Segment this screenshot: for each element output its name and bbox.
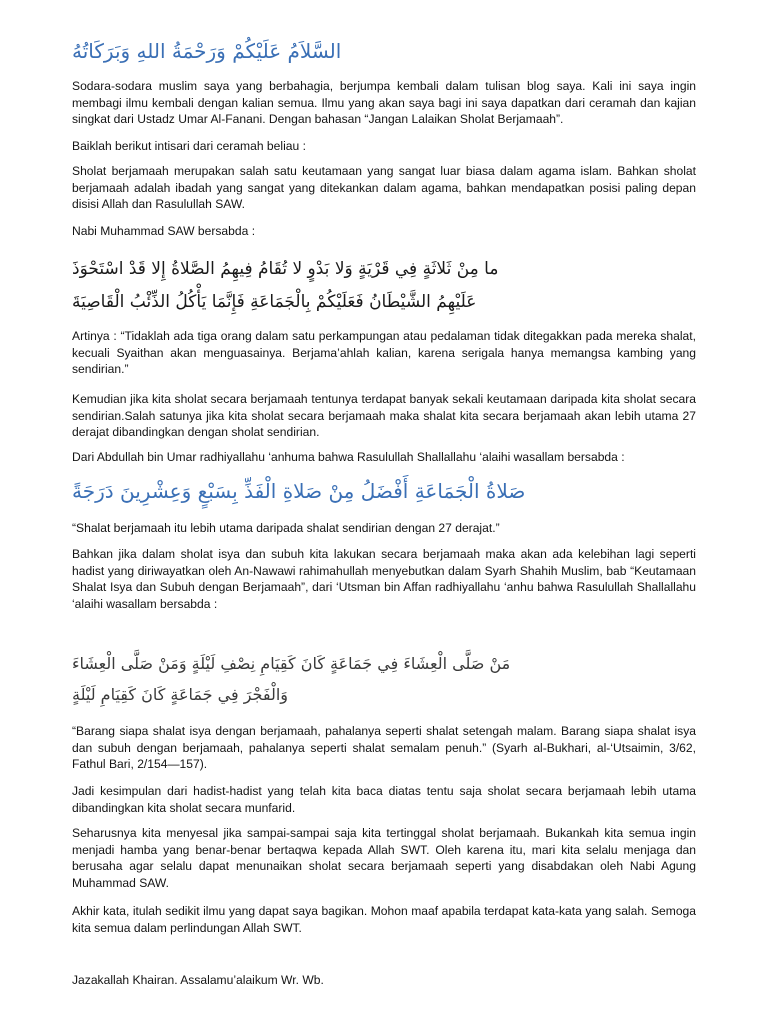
prophet-said-line: Nabi Muhammad SAW bersabda :: [72, 224, 256, 238]
hadith2-arabic: صَلاةُ الْجَمَاعَةِ أَفْضَلُ مِنْ صَلاةِ الْفَذِّ بِسَبْعٍ وَعِشْرِينَ دَرَجَةً: [72, 479, 526, 503]
isya-subuh-paragraph: Bahkan jika dalam sholat isya dan subuh kita lakukan secara berjamaah maka akan ada kelebihan lagi seperti hadist yang diriwayatkan oleh An-Nawawi rahimahullah menyebutkan dalam Syarh Shahih Muslim, bab “Keutamaan Shalat Isya dan Subuh dengan Berjamaah”, dari ‘Utsman bin Affan radhiyallahu ‘anhu bahwa Rasulullah Shallallahu ‘alaihi wasallam bersabda :: [72, 547, 696, 611]
regret-paragraph: Seharusnya kita menyesal jika sampai-sampai saja kita tertinggal sholat berjamaah. Bukankah kita semua ingin menjadi hamba yang benar-benar bertaqwa kepada Allah SWT. Oleh karena itu, mari kita selalu menjaga dan berusaha agar selalu dapat menunaikan sholat secara berjamaah seperti yang disabdakan oleh Nabi Agung Muhammad SAW.: [72, 826, 696, 890]
summary-intro-line: Baiklah berikut intisari dari ceramah beliau :: [72, 139, 306, 153]
signoff-line: Jazakallah Khairan. Assalamu’alaikum Wr. Wb.: [72, 973, 324, 987]
hadith2-meaning: “Shalat berjamaah itu lebih utama daripada shalat sendirian dengan 27 derajat.”: [72, 521, 500, 535]
umar-narration-line: Dari Abdullah bin Umar radhiyallahu ‘anhuma bahwa Rasulullah Shallallahu ‘alaihi wasallam bersabda :: [72, 450, 625, 464]
hadith3-arabic-line1: مَنْ صَلَّى الْعِشَاءَ فِي جَمَاعَةٍ كَانَ كَقِيَامِ نِصْفِ لَيْلَةٍ وَمَنْ صَلَّى الْعِشَاءَ: [72, 654, 511, 673]
hadith1-arabic-line2: عَلَيْهِمُ الشَّيْطَانُ فَعَلَيْكُمْ بِالْجَمَاعَةِ فَإِنَّمَا يَأْكُلُ الذِّئْبُ الْقَاصِيَةَ: [72, 292, 477, 312]
virtue-paragraph: Sholat berjamaah merupakan salah satu keutamaan yang sangat luar biasa dalam agama islam. Bahkan sholat berjamaah adalah ibadah yang sangat yang ditekankan dalam agama, bahkan mendapatkan posisi paling depan disisi Allah dan Rasulullah SAW.: [72, 164, 696, 211]
intro-paragraph: Sodara-sodara muslim saya yang berbahagia, berjumpa kembali dalam tulisan blog saya. Kali ini saya ingin membagi ilmu kembali dengan kalian semua. Ilmu yang akan saya bagi ini saya dapatkan dari ceramah dan kajian singkat dari Ustadz Umar Al-Fanani. Dengan bahasan “Jangan Lalaikan Sholat Berjamaah”.: [72, 79, 696, 126]
arabic-greeting: السَّلاَمُ عَلَيْكُمْ وَرَحْمَةُ اللهِ وَبَرَكَاتُهُ: [72, 39, 342, 63]
hadith1-arabic-line1: ما مِنْ ثَلاثَةٍ فِي قَرْيَةٍ وَلا بَدْوٍ لا تُقَامُ فِيهِمُ الصَّلاةُ إِلا قَدْ اسْتَحْوَذَ: [72, 259, 499, 279]
hadith3-arabic-line2: وَالْفَجْرَ فِي جَمَاعَةٍ كَانَ كَقِيَامِ لَيْلَةٍ: [72, 685, 288, 704]
conclusion-paragraph: Jadi kesimpulan dari hadist-hadist yang telah kita baca diatas tentu saja sholat secara berjamaah lebih utama dibandingkan kita sholat secara munfarid.: [72, 784, 696, 815]
hadith1-meaning: Artinya : “Tidaklah ada tiga orang dalam satu perkampungan atau pedalaman tidak ditegakkan pada mereka shalat, kecuali Syaithan akan menguasainya. Berjama’ahlah kalian, karena serigala hanya memangsa kambing yang sendirian.”: [72, 329, 696, 376]
closing-paragraph: Akhir kata, itulah sedikit ilmu yang dapat saya bagikan. Mohon maaf apabila terdapat kata-kata yang salah. Semoga kita semua dalam perlindungan Allah SWT.: [72, 904, 696, 935]
reward-paragraph: Kemudian jika kita sholat secara berjamaah tentunya terdapat banyak sekali keutamaan daripada kita sholat secara sendirian.Salah satunya jika kita sholat secara berjamaah maka shalat kita secara berjamaah akan lebih utama 27 derajat dibandingkan dengan sholat sendirian.: [72, 392, 696, 439]
hadith3-meaning: “Barang siapa shalat isya dengan berjamaah, pahalanya seperti shalat setengah malam. Barang siapa shalat isya dan subuh dengan berjamaah, pahalanya seperti shalat semalam penuh.” (Syarh al-Bukhari, al-‘Utsaimin, 3/62, Fathul Bari, 2/154—157).: [72, 724, 696, 771]
